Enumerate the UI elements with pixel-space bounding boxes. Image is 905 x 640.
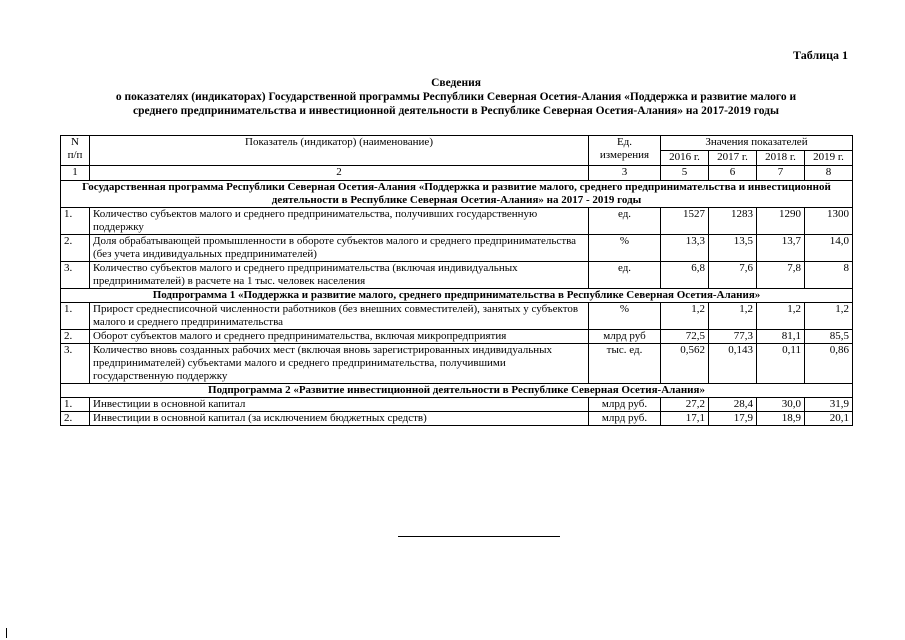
value-2019: 1300 bbox=[805, 208, 853, 235]
value-2018: 1290 bbox=[757, 208, 805, 235]
header-year-2016: 2016 г. bbox=[661, 151, 709, 166]
indicator-name: Количество вновь созданных рабочих мест (включая вновь зарегистрированных индивидуальных предпринимателей) субъектами малого и среднего предпринимательства, получившими государственную поддержку bbox=[90, 344, 589, 384]
value-2017: 28,4 bbox=[709, 398, 757, 412]
header-number bbox=[61, 136, 90, 166]
header-year-2019: 2019 г. bbox=[805, 151, 853, 166]
unit-cell: тыс. ед. bbox=[589, 344, 661, 384]
value-2019: 31,9 bbox=[805, 398, 853, 412]
section-title-subprogramme-1: Подпрограмма 1 «Поддержка и развитие малого, среднего предпринимательства в Республике Северная Осетия-Алания» bbox=[61, 289, 853, 303]
heading-line-2: о показателях (индикаторах) Государственной программы Республики Северная Осетия-Алания «Поддержка и развитие малого и bbox=[115, 91, 797, 103]
row-number: 3. bbox=[61, 262, 90, 289]
table-number-label: Таблица 1 bbox=[793, 48, 848, 62]
value-2018: 0,11 bbox=[757, 344, 805, 384]
column-number: 7 bbox=[757, 166, 805, 181]
indicator-name: Количество субъектов малого и среднего предпринимательства, получивших государственную поддержку bbox=[90, 208, 589, 235]
value-2017: 17,9 bbox=[709, 412, 757, 426]
value-2019: 85,5 bbox=[805, 330, 853, 344]
header-year-2018: 2018 г. bbox=[757, 151, 805, 166]
value-2019: 8 bbox=[805, 262, 853, 289]
value-2016: 13,3 bbox=[661, 235, 709, 262]
row-number: 1. bbox=[61, 303, 90, 330]
unit-cell: млрд руб. bbox=[589, 412, 661, 426]
value-2017: 1,2 bbox=[709, 303, 757, 330]
value-2016: 6,8 bbox=[661, 262, 709, 289]
value-2016: 17,1 bbox=[661, 412, 709, 426]
table-row bbox=[61, 330, 853, 344]
indicator-name: Инвестиции в основной капитал (за исключением бюджетных средств) bbox=[90, 412, 589, 426]
unit-cell: млрд руб bbox=[589, 330, 661, 344]
table-row bbox=[61, 344, 853, 384]
indicator-name: Количество субъектов малого и среднего предпринимательства (включая индивидуальных предпринимателей) в расчете на 1 тыс. человек населения bbox=[90, 262, 589, 289]
row-number: 3. bbox=[61, 344, 90, 384]
indicator-name: Доля обрабатывающей промышленности в обороте субъектов малого и среднего предпринимательства (без учета индивидуальных предпринимателей) bbox=[90, 235, 589, 262]
indicator-name: Прирост среднесписочной численности работников (без внешних совместителей), занятых у субъектов малого и среднего предпринимательства bbox=[90, 303, 589, 330]
value-2017: 13,5 bbox=[709, 235, 757, 262]
value-2016: 1,2 bbox=[661, 303, 709, 330]
header-number-line-2: п/п bbox=[67, 149, 83, 161]
section-title-subprogramme-2: Подпрограмма 2 «Развитие инвестиционной деятельности в Республике Северная Осетия-Алания» bbox=[61, 384, 853, 398]
row-number: 1. bbox=[61, 398, 90, 412]
indicator-name: Оборот субъектов малого и среднего предпринимательства, включая микропредприятия bbox=[90, 330, 589, 344]
indicator-name: Инвестиции в основной капитал bbox=[90, 398, 589, 412]
value-2017: 7,6 bbox=[709, 262, 757, 289]
unit-cell: млрд руб. bbox=[589, 398, 661, 412]
end-of-document-rule bbox=[398, 536, 560, 537]
indicators-table bbox=[60, 135, 853, 426]
value-2016: 0,562 bbox=[661, 344, 709, 384]
header-values-group: Значения показателей bbox=[661, 136, 853, 151]
unit-cell: ед. bbox=[589, 208, 661, 235]
value-2018: 13,7 bbox=[757, 235, 805, 262]
value-2016: 1527 bbox=[661, 208, 709, 235]
table-row bbox=[61, 303, 853, 330]
value-2017: 77,3 bbox=[709, 330, 757, 344]
column-number: 6 bbox=[709, 166, 757, 181]
document-heading bbox=[60, 76, 852, 118]
header-unit bbox=[589, 136, 661, 166]
value-2016: 27,2 bbox=[661, 398, 709, 412]
value-2016: 72,5 bbox=[661, 330, 709, 344]
column-number: 5 bbox=[661, 166, 709, 181]
section-title-programme: Государственная программа Республики Северная Осетия-Алания «Поддержка и развитие малого, среднего предпринимательства и инвестиционной деятельности в Республике Северная Осетия-Алания» на 2017 - 2019 годы bbox=[61, 181, 853, 208]
row-number: 2. bbox=[61, 330, 90, 344]
value-2018: 1,2 bbox=[757, 303, 805, 330]
value-2019: 1,2 bbox=[805, 303, 853, 330]
unit-cell: % bbox=[589, 303, 661, 330]
heading-line-1: Сведения bbox=[431, 77, 481, 89]
value-2019: 14,0 bbox=[805, 235, 853, 262]
header-number-line-1: N bbox=[71, 136, 79, 148]
table-row bbox=[61, 398, 853, 412]
value-2018: 18,9 bbox=[757, 412, 805, 426]
unit-cell: ед. bbox=[589, 262, 661, 289]
heading-line-3: среднего предпринимательства и инвестиционной деятельности в Республике Северная Осетия-Алания» на 2017-2019 годы bbox=[133, 105, 779, 117]
column-number: 3 bbox=[589, 166, 661, 181]
column-number: 8 bbox=[805, 166, 853, 181]
value-2018: 81,1 bbox=[757, 330, 805, 344]
header-unit-line-2: измерения bbox=[599, 149, 650, 161]
table-row bbox=[61, 208, 853, 235]
value-2019: 0,86 bbox=[805, 344, 853, 384]
row-number: 2. bbox=[61, 412, 90, 426]
scan-edge-mark bbox=[6, 628, 7, 638]
value-2018: 30,0 bbox=[757, 398, 805, 412]
header-year-2017: 2017 г. bbox=[709, 151, 757, 166]
table-row bbox=[61, 235, 853, 262]
table-row bbox=[61, 262, 853, 289]
value-2017: 1283 bbox=[709, 208, 757, 235]
row-number: 1. bbox=[61, 208, 90, 235]
table-row bbox=[61, 412, 853, 426]
value-2019: 20,1 bbox=[805, 412, 853, 426]
value-2018: 7,8 bbox=[757, 262, 805, 289]
column-number: 2 bbox=[90, 166, 589, 181]
header-unit-line-1: Ед. bbox=[616, 136, 633, 148]
row-number: 2. bbox=[61, 235, 90, 262]
value-2017: 0,143 bbox=[709, 344, 757, 384]
column-number: 1 bbox=[61, 166, 90, 181]
header-indicator: Показатель (индикатор) (наименование) bbox=[90, 136, 589, 166]
unit-cell: % bbox=[589, 235, 661, 262]
